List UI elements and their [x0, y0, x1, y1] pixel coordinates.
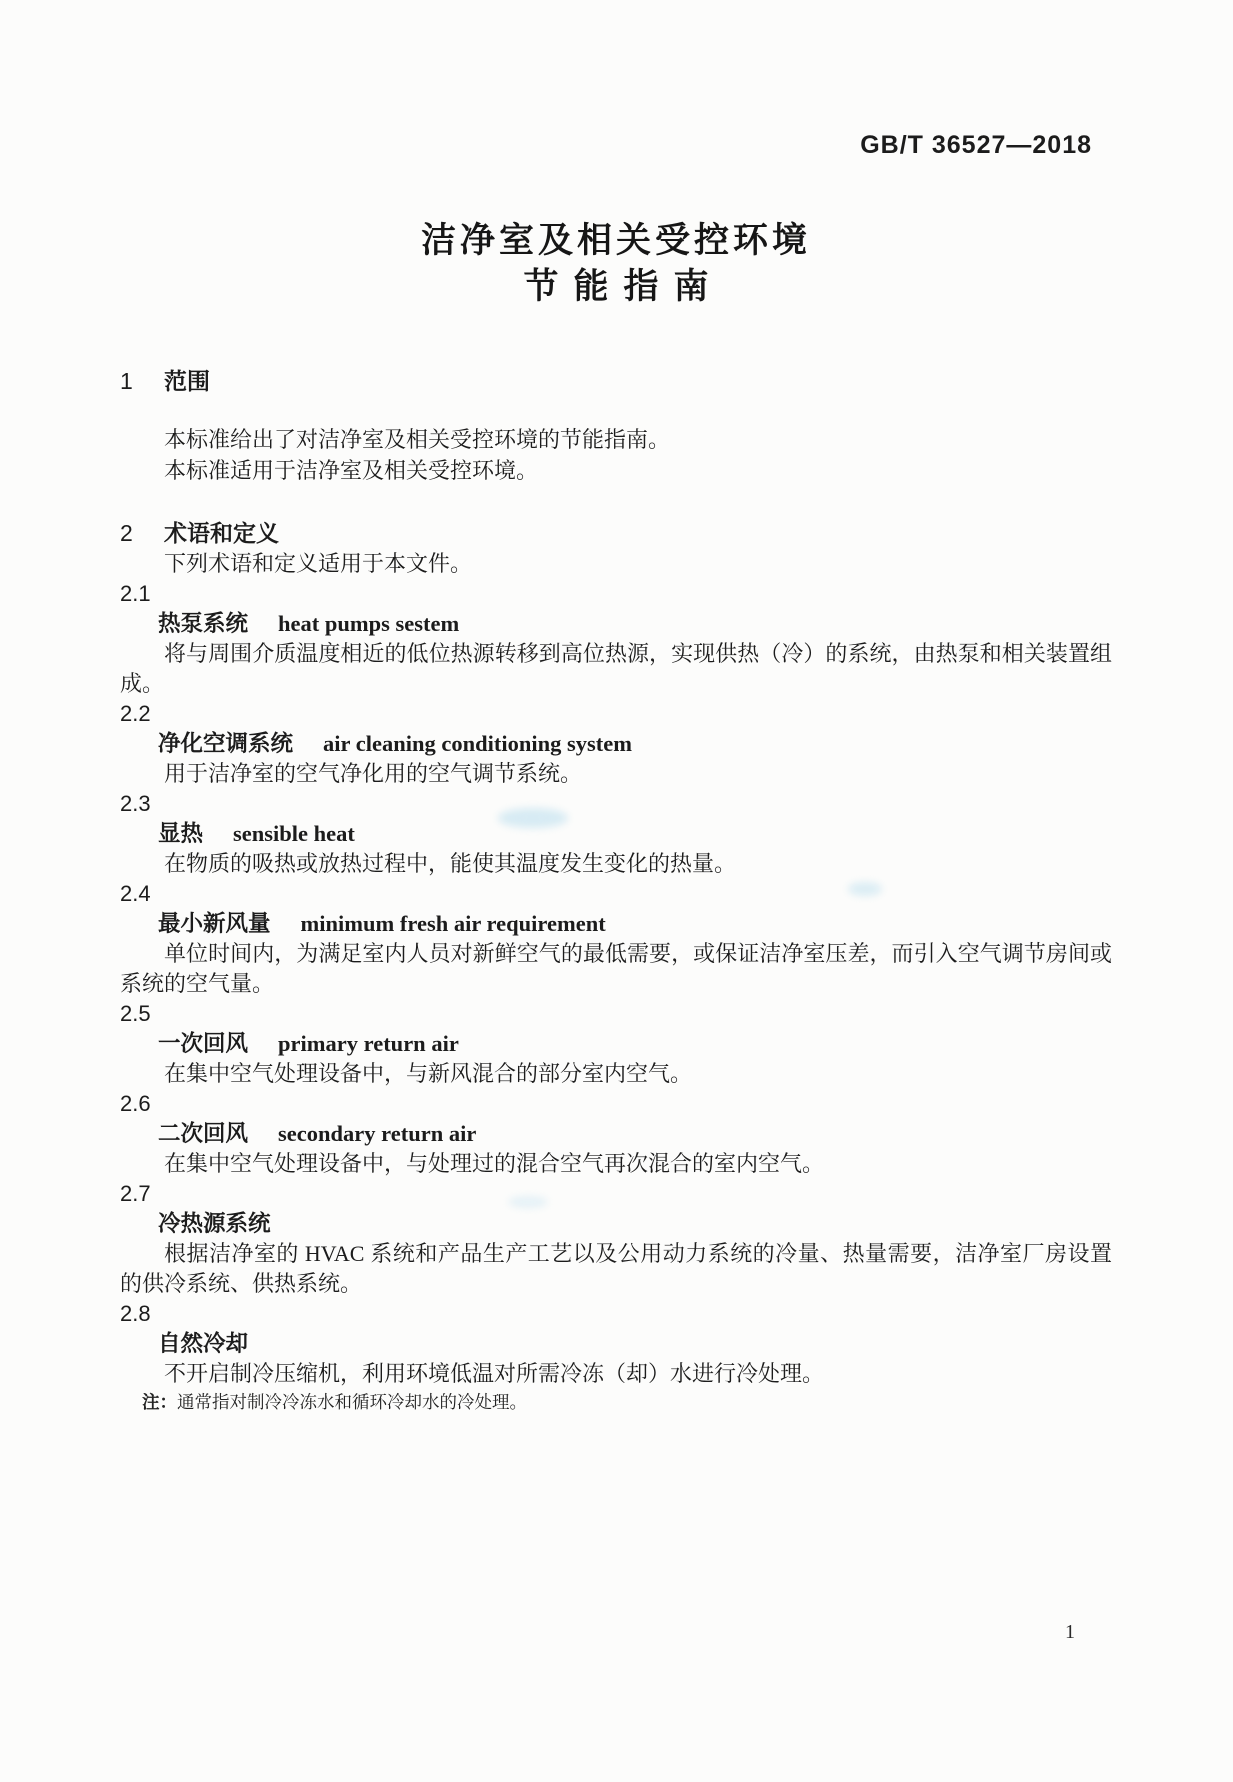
term-block-2-1 [120, 579, 1112, 699]
term-number: 2.7 [120, 1181, 151, 1206]
term-name-en: air cleaning conditioning system [323, 731, 632, 756]
term-block-2-4 [120, 879, 1112, 999]
section-2-number: 2 [120, 520, 133, 546]
term-name-en: minimum fresh air requirement [300, 911, 606, 936]
section-2-heading [120, 518, 1112, 548]
section-1-number: 1 [120, 368, 133, 394]
term-definition: 不开启制冷压缩机，利用环境低温对所需冷冻（却）水进行冷处理。 [164, 1361, 825, 1386]
term-definition: 将与周围介质温度相近的低位热源转移到高位热源，实现供热（冷）的系统，由热泵和相关装置组成。 [120, 641, 1112, 696]
term-block-2-7 [120, 1179, 1112, 1299]
scope-paragraph-1: 本标准给出了对洁净室及相关受控环境的节能指南。 [164, 427, 671, 452]
section-2-title: 术语和定义 [164, 520, 279, 546]
term-block-2-6 [120, 1089, 1112, 1179]
note-label: 注： [142, 1392, 177, 1412]
term-number: 2.4 [120, 881, 151, 906]
term-name-zh: 自然冷却 [158, 1331, 249, 1356]
title-line-1: 洁净室及相关受控环境 [420, 221, 811, 260]
standard-number: GB/T 36527—2018 [860, 131, 1092, 159]
note-text: 通常指对制冷冷冻水和循环冷却水的冷处理。 [177, 1392, 527, 1412]
term-definition: 在集中空气处理设备中，与处理过的混合空气再次混合的室内空气。 [164, 1151, 825, 1176]
term-title [120, 1209, 1112, 1239]
term-definition: 在集中空气处理设备中，与新风混合的部分室内空气。 [164, 1061, 693, 1086]
title-line-2: 节能指南 [523, 267, 724, 306]
section-1-title: 范围 [164, 368, 210, 394]
term-number: 2.8 [120, 1301, 151, 1326]
term-title [120, 729, 1112, 759]
term-name-zh: 最小新风量 [158, 911, 271, 936]
section-1-heading [120, 366, 1112, 396]
page-number: 1 [1065, 1621, 1075, 1643]
term-block-2-5 [120, 999, 1112, 1089]
term-name-zh: 热泵系统 [158, 611, 249, 636]
term-number: 2.6 [120, 1091, 151, 1116]
term-title [120, 819, 1112, 849]
section-1-body [120, 424, 1112, 486]
term-block-2-2 [120, 699, 1112, 789]
term-name-en: primary return air [278, 1031, 459, 1056]
document-title [120, 218, 1112, 310]
term-number: 2.1 [120, 581, 151, 606]
term-definition: 根据洁净室的 HVAC 系统和产品生产工艺以及公用动力系统的冷量、热量需要，洁净室厂房设置的供冷系统、供热系统。 [120, 1241, 1112, 1296]
scope-paragraph-2: 本标准适用于洁净室及相关受控环境。 [164, 458, 539, 483]
term-title [120, 909, 1112, 939]
term-name-en: heat pumps sestem [278, 611, 460, 636]
term-name-zh: 二次回风 [158, 1121, 249, 1146]
term-definition: 在物质的吸热或放热过程中，能使其温度发生变化的热量。 [164, 851, 737, 876]
term-number: 2.2 [120, 701, 151, 726]
page-content [120, 0, 1112, 1415]
terms-intro-paragraph: 下列术语和定义适用于本文件。 [164, 551, 473, 576]
term-note [120, 1389, 1112, 1415]
term-name-zh: 一次回风 [158, 1031, 249, 1056]
term-number: 2.5 [120, 1001, 151, 1026]
term-title [120, 1119, 1112, 1149]
term-definition: 单位时间内，为满足室内人员对新鲜空气的最低需要，或保证洁净室压差，而引入空气调节房间或系统的空气量。 [120, 941, 1112, 996]
term-name-zh: 冷热源系统 [158, 1211, 271, 1236]
term-number: 2.3 [120, 791, 151, 816]
term-name-zh: 净化空调系统 [158, 731, 294, 756]
term-name-zh: 显热 [158, 821, 204, 846]
term-definition: 用于洁净室的空气净化用的空气调节系统。 [164, 761, 583, 786]
term-block-2-3 [120, 789, 1112, 879]
term-title [120, 1329, 1112, 1359]
term-name-en: secondary return air [278, 1121, 477, 1146]
term-name-en: sensible heat [233, 821, 355, 846]
term-title [120, 1029, 1112, 1059]
term-block-2-8 [120, 1299, 1112, 1415]
term-title [120, 609, 1112, 639]
terms-list [120, 579, 1112, 1415]
